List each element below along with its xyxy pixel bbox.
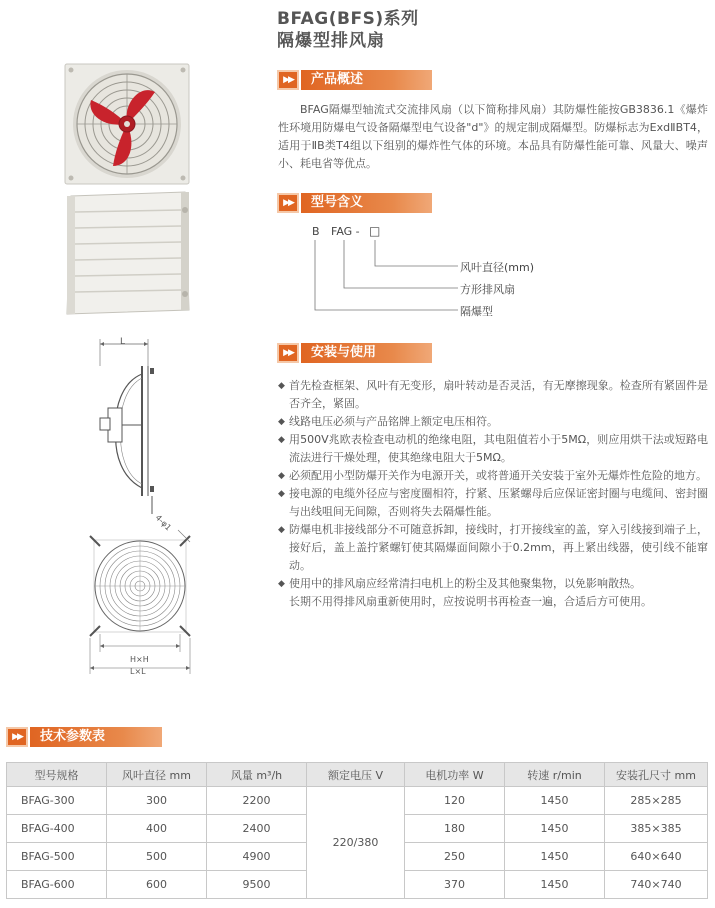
install-header — [277, 343, 432, 363]
install-title: 安装与使用 — [301, 343, 432, 363]
cell-diameter: 400 — [107, 815, 207, 843]
list-item: ◆ 必须配用小型防爆开关作为电源开关，或将普通开关安装于室外无爆炸性危险的地方。 — [278, 467, 708, 485]
spec-table — [6, 762, 708, 899]
col-model: 型号规格 — [7, 763, 107, 787]
install-list — [278, 377, 708, 611]
col-voltage: 额定电压 V — [307, 763, 405, 787]
model-meaning-header — [277, 193, 432, 213]
cell-speed: 1450 — [505, 815, 605, 843]
cell-power: 120 — [405, 787, 505, 815]
col-power: 电机功率 W — [405, 763, 505, 787]
col-diameter: 风叶直径 mm — [107, 763, 207, 787]
cell-hole: 385×385 — [605, 815, 708, 843]
diamond-bullet-icon: ◆ — [278, 489, 285, 499]
fan-side-drawing — [92, 336, 174, 518]
series-title: BFAG(BFS)系列 — [277, 9, 419, 29]
legend-square-fan: 方形排风扇 — [460, 283, 515, 296]
cell-diameter: 600 — [107, 871, 207, 899]
list-item: ◆ 首先检查框架、风叶有无变形，扇叶转动是否灵活，有无摩擦现象。检查所有紧固件是否齐全，紧固。 — [278, 379, 708, 410]
dim-hole-label: 4-φ1 — [153, 513, 173, 533]
legend-explosion-proof: 隔爆型 — [460, 305, 493, 318]
cell-model: BFAG-500 — [7, 843, 107, 871]
col-airflow: 风量 m³/h — [207, 763, 307, 787]
cell-hole: 285×285 — [605, 787, 708, 815]
list-item: ◆ 用500V兆欧表检查电动机的绝缘电阻，其电阻值若小于5MΩ，则应用烘干法或短路电流法进行干燥处理，使其绝缘电阻大于5MΩ。 — [278, 433, 708, 464]
dim-lxl-label: L×L — [130, 667, 146, 676]
cell-model: BFAG-300 — [7, 787, 107, 815]
cell-hole: 740×740 — [605, 871, 708, 899]
cell-power: 250 — [405, 843, 505, 871]
model-code-box: □ — [369, 224, 381, 238]
cell-voltage-merged: 220/380 — [307, 787, 405, 899]
model-code-fag: FAG - — [331, 225, 360, 238]
cell-airflow: 4900 — [207, 843, 307, 871]
legend-diameter: 风叶直径(mm) — [460, 261, 535, 274]
double-arrow-icon: ▶▶ — [277, 343, 299, 363]
overview-title: 产品概述 — [301, 70, 432, 90]
double-arrow-icon: ▶▶ — [277, 70, 299, 90]
diamond-bullet-icon: ◆ — [278, 525, 285, 535]
cell-diameter: 300 — [107, 787, 207, 815]
diamond-bullet-icon: ◆ — [278, 471, 285, 481]
dim-hxh-label: H×H — [130, 655, 149, 664]
cell-power: 180 — [405, 815, 505, 843]
table-row — [7, 787, 708, 815]
cell-speed: 1450 — [505, 871, 605, 899]
tech-title: 技术参数表 — [30, 727, 162, 747]
cell-airflow: 9500 — [207, 871, 307, 899]
list-item: ◆ 线路电压必须与产品铭牌上额定电压相符。 — [278, 413, 708, 431]
table-header-row — [7, 763, 708, 787]
cell-power: 370 — [405, 871, 505, 899]
list-item-continuation: 长期不用得排风扇重新使用时，应按说明书再检查一遍，合适后方可使用。 — [289, 595, 652, 608]
list-item: ◆ 使用中的排风扇应经常清扫电机上的粉尘及其他聚集物，以免影响散热。 — [278, 575, 708, 593]
diamond-bullet-icon: ◆ — [278, 381, 285, 391]
list-item: ◆ 接电源的电缆外径应与密度圈相符，拧紧、压紧螺母后应保证密封圈与电缆间、密封圈与出线咀间无间隙，否则将失去隔爆性能。 — [278, 487, 708, 518]
double-arrow-icon: ▶▶ — [6, 727, 28, 747]
fan-front-image — [63, 62, 191, 186]
model-meaning-title: 型号含义 — [301, 193, 432, 213]
fan-louver-image — [63, 190, 193, 316]
product-title: 隔爆型排风扇 — [277, 31, 385, 51]
double-arrow-icon: ▶▶ — [277, 193, 299, 213]
diamond-bullet-icon: ◆ — [278, 579, 285, 589]
cell-hole: 640×640 — [605, 843, 708, 871]
overview-text: BFAG隔爆型轴流式交流排风扇（以下简称排风扇）其防爆性能按GB3836.1《爆炸性环境用防爆电气设备隔爆型电气设备"d"》的规定制成隔爆型。防爆标志为ExdⅡBT4，适用于ⅡB类T4组以下组别的爆炸性气体的环境。本品具有防爆性能可靠、风量大、噪声小、耗电省等优点。 — [278, 103, 708, 170]
cell-model: BFAG-400 — [7, 815, 107, 843]
cell-airflow: 2200 — [207, 787, 307, 815]
title-block — [277, 8, 419, 52]
cell-speed: 1450 — [505, 843, 605, 871]
diamond-bullet-icon: ◆ — [278, 417, 285, 427]
col-speed: 转速 r/min — [505, 763, 605, 787]
col-hole: 安装孔尺寸 mm — [605, 763, 708, 787]
cell-speed: 1450 — [505, 787, 605, 815]
model-legend-lines — [310, 238, 460, 318]
model-code-b: B — [312, 225, 320, 238]
overview-header — [277, 70, 432, 90]
cell-diameter: 500 — [107, 843, 207, 871]
dim-l-label: L — [120, 337, 126, 347]
cell-model: BFAG-600 — [7, 871, 107, 899]
diamond-bullet-icon: ◆ — [278, 435, 285, 445]
tech-header — [6, 727, 162, 747]
cell-airflow: 2400 — [207, 815, 307, 843]
list-item: ◆ 防爆电机非接线部分不可随意拆卸，接线时，打开接线室的盖，穿入引线接到端子上，接好后，盖上盖拧紧螺钉使其隔爆面间隙小于0.2mm，再上紧出线器，使引线不能窜动。 — [278, 523, 708, 572]
